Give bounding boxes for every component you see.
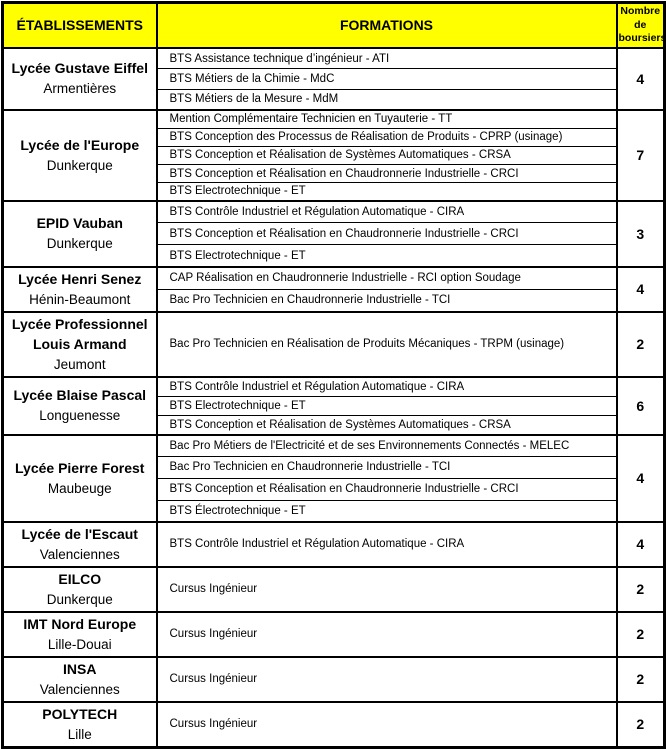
establishment-city: Lille [67,726,92,742]
establishment-cell [3,48,157,110]
establishment-name: Lycée Gustave Eiffel [11,60,148,77]
table-row [3,377,665,396]
boursiers-count-cell: 4 [617,267,665,312]
table-row [3,657,665,702]
establishment-city: Armentières [43,81,117,97]
formation-cell: BTS Contrôle Industriel et Régulation Automatique - CIRA [157,201,617,223]
formation-cell: BTS Contrôle Industriel et Régulation Automatique - CIRA [157,522,617,567]
establishment-cell [3,522,157,567]
establishment-cell [3,702,157,748]
formation-cell: BTS Assistance technique d’ingénieur - ATI [157,48,617,69]
establishment-cell [3,110,157,201]
establishment-city: Longuenesse [39,408,121,424]
establishment-name: Lycée Blaise Pascal [13,387,147,404]
scholarship-table [1,1,666,749]
establishment-cell [3,267,157,312]
establishment-cell [3,567,157,612]
establishment-name: Lycée Henri Senez [18,270,142,287]
formation-cell: BTS Contrôle Industriel et Régulation Automatique - CIRA [157,377,617,396]
col-header-formations: FORMATIONS [157,3,617,48]
table-row [3,267,665,290]
formation-cell: BTS Métiers de la Mesure - MdM [157,89,617,110]
table-row [3,567,665,612]
formation-cell: Bac Pro Technicien en Réalisation de Produits Mécaniques - TRPM (usinage) [157,312,617,377]
formation-cell: CAP Réalisation en Chaudronnerie Industrielle - RCI option Soudage [157,267,617,290]
establishment-city: Lille-Douai [47,636,112,652]
table-row [3,702,665,748]
page [0,1,666,742]
boursiers-count-cell: 4 [617,435,665,522]
boursiers-count-cell: 2 [617,657,665,702]
formation-cell: BTS Electrotechnique - ET [157,396,617,415]
establishment-name: Lycée Pierre Forest [15,459,145,476]
establishment-city: Dunkerque [46,157,113,173]
table-row [3,522,665,567]
establishment-city: Valenciennes [39,681,120,697]
formation-cell: BTS Conception et Réalisation en Chaudronnerie Industrielle - CRCI [157,478,617,500]
boursiers-count-cell: 2 [617,312,665,377]
formation-cell: Bac Pro Technicien en Chaudronnerie Industrielle - TCI [157,457,617,479]
establishment-cell [3,657,157,702]
formation-cell: Cursus Ingénieur [157,657,617,702]
formation-cell: Cursus Ingénieur [157,567,617,612]
establishment-city: Dunkerque [46,236,113,252]
establishment-name: Lycée Professionnel Louis Armand [11,315,148,352]
formation-cell: BTS Conception et Réalisation en Chaudronnerie Industrielle - CRCI [157,164,617,182]
formation-cell: Mention Complémentaire Technicien en Tuyauterie - TT [157,110,617,128]
formation-cell: BTS Conception et Réalisation en Chaudronnerie Industrielle - CRCI [157,223,617,245]
boursiers-count-cell: 6 [617,377,665,435]
formation-cell: Cursus Ingénieur [157,612,617,657]
establishment-city: Valenciennes [39,546,120,562]
table-row [3,110,665,128]
establishment-cell [3,435,157,522]
boursiers-count-cell: 2 [617,567,665,612]
establishment-name: IMT Nord Europe [23,615,137,632]
table-row [3,312,665,377]
formation-cell: BTS Electrotechnique - ET [157,245,617,267]
establishment-city: Jeumont [53,356,106,372]
establishment-city: Maubeuge [47,480,112,496]
table-row [3,435,665,457]
col-header-boursiers: Nombre de boursiers [617,3,665,48]
boursiers-count-cell: 2 [617,612,665,657]
table-row [3,612,665,657]
boursiers-count-cell: 2 [617,702,665,748]
establishment-name: EILCO [58,570,102,587]
col-header-etablissements: ÉTABLISSEMENTS [3,3,157,48]
formation-cell: Bac Pro Technicien en Chaudronnerie Industrielle - TCI [157,289,617,312]
formation-cell: BTS Conception des Processus de Réalisation de Produits - CPRP (usinage) [157,128,617,146]
boursiers-count-cell: 7 [617,110,665,201]
establishment-name: INSA [63,660,97,677]
establishment-cell [3,312,157,377]
establishment-cell [3,377,157,435]
table-row [3,48,665,69]
establishment-city: Dunkerque [46,591,113,607]
formation-cell: BTS Électrotechnique - ET [157,500,617,522]
establishment-cell [3,201,157,267]
establishment-name: EPID Vauban [36,215,123,232]
formation-cell: BTS Electrotechnique - ET [157,183,617,201]
boursiers-count-cell: 4 [617,48,665,110]
establishment-cell [3,612,157,657]
establishment-city: Hénin-Beaumont [29,291,131,307]
formation-cell: BTS Conception et Réalisation de Systèmes Automatiques - CRSA [157,146,617,164]
establishment-name: POLYTECH [42,705,118,722]
formation-cell: Cursus Ingénieur [157,702,617,748]
establishment-name: Lycée de l'Europe [20,136,140,153]
table-header-row [3,3,665,48]
boursiers-count-cell: 4 [617,522,665,567]
formation-cell: BTS Métiers de la Chimie - MdC [157,69,617,90]
establishment-name: Lycée de l'Escaut [21,525,138,542]
formation-cell: BTS Conception et Réalisation de Systèmes Automatiques - CRSA [157,415,617,434]
table-row [3,201,665,223]
formation-cell: Bac Pro Métiers de l'Electricité et de ses Environnements Connectés - MELEC [157,435,617,457]
boursiers-count-cell: 3 [617,201,665,267]
